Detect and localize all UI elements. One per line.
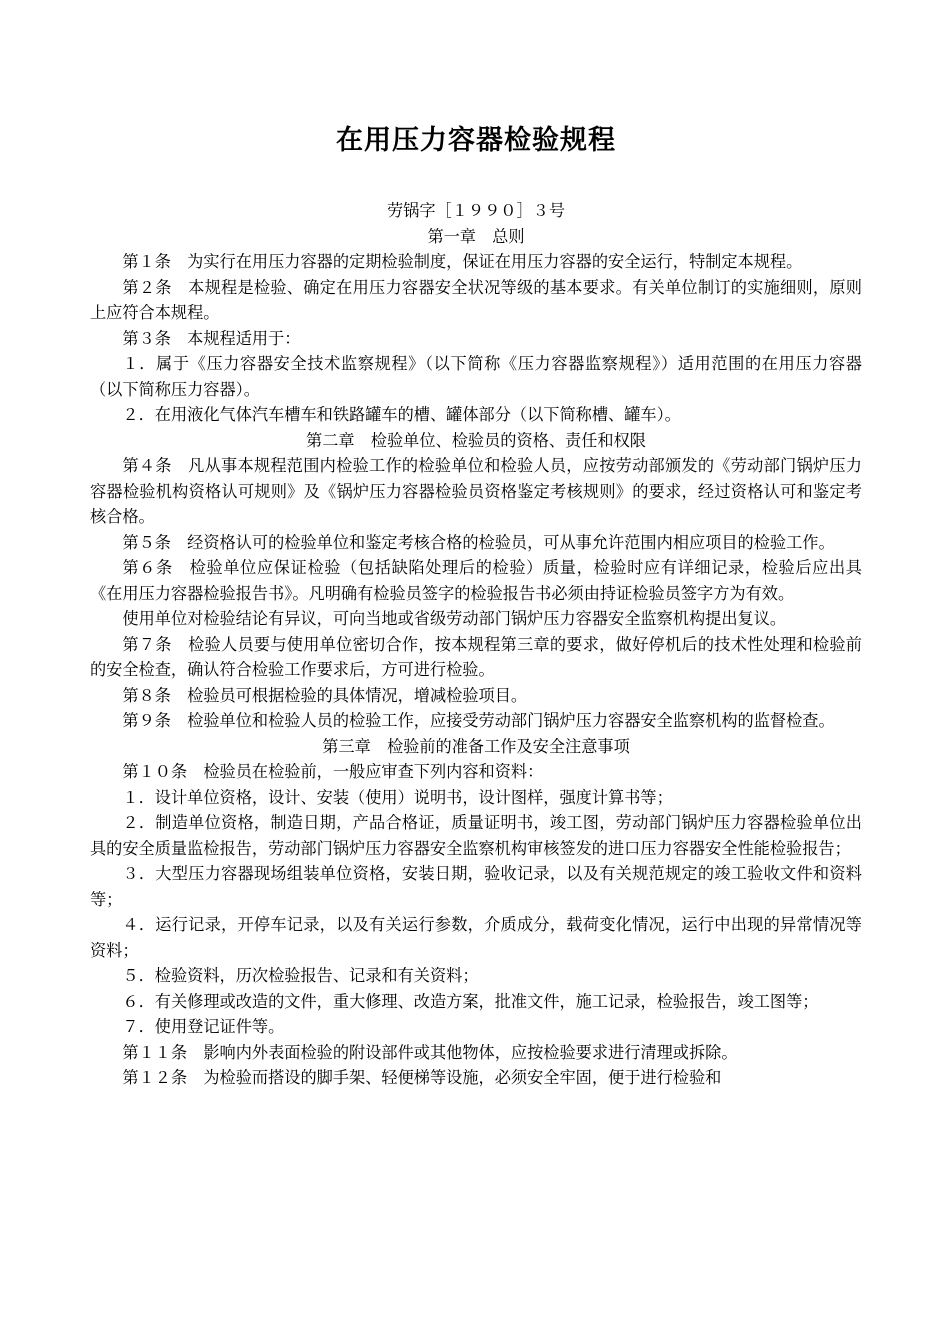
article-paragraph: 第７条 检验人员要与使用单位密切合作，按本规程第三章的要求，做好停机后的技术性处理和检验前的安全检查，确认符合检验工作要求后，方可进行检验。 <box>90 634 862 679</box>
article-paragraph: 使用单位对检验结论有异议，可向当地或省级劳动部门锅炉压力容器安全监察机构提出复议。 <box>122 609 787 628</box>
document-page <box>90 118 862 1091</box>
article-paragraph: 第１２条 为检验而搭设的脚手架、轻便梯等设施，必须安全牢固，便于进行检验和 <box>122 1068 722 1087</box>
list-item: ４．运行记录，开停车记录，以及有关运行参数，介质成分，载荷变化情况，运行中出现的异常情况等资料； <box>90 915 862 960</box>
article-paragraph: 第１１条 影响内外表面检验的附设部件或其他物体，应按检验要求进行清理或拆除。 <box>122 1042 738 1062</box>
list-item: １．属于《压力容器安全技术监察规程》（以下简称《压力容器监察规程》）适用范围的在用压力容器（以下简称压力容器）。 <box>90 354 862 399</box>
article-paragraph: 第１０条 检验员在检验前，一般应审查下列内容和资料： <box>122 762 544 781</box>
list-item: １．设计单位资格，设计、安装（使用）说明书，设计图样，强度计算书等； <box>122 787 673 807</box>
article-paragraph: 第８条 检验员可根据检验的具体情况，增减检验项目。 <box>122 685 528 705</box>
article-paragraph: 第２条 本规程是检验、确定在用压力容器安全状况等级的基本要求。有关单位制订的实施细则，原则上应符合本规程。 <box>90 277 862 322</box>
document-number: 劳锅字［１９９０］３号 <box>386 201 566 220</box>
article-paragraph: 第１条 为实行在用压力容器的定期检验制度，保证在用压力容器的安全运行，特制定本规程。 <box>122 252 803 271</box>
list-item: ５．检验资料，历次检验报告、记录和有关资料； <box>122 966 479 985</box>
chapter-heading: 第二章 检验单位、检验员的资格、责任和权限 <box>306 430 646 450</box>
chapter-heading: 第一章 总则 <box>427 226 525 246</box>
article-paragraph: 第３条 本规程适用于： <box>122 328 301 348</box>
list-item: ２．在用液化气体汽车槽车和铁路罐车的槽、罐体部分（以下简称槽、罐车）。 <box>122 405 681 424</box>
article-paragraph: 第５条 经资格认可的检验单位和鉴定考核合格的检验员，可从事允许范围内相应项目的检验工作。 <box>122 532 835 552</box>
document-title: 在用压力容器检验规程 <box>336 125 616 156</box>
article-paragraph: 第９条 检验单位和检验人员的检验工作，应接受劳动部门锅炉压力容器安全监察机构的监督检查。 <box>122 711 835 730</box>
list-item: ６．有关修理或改造的文件，重大修理、改造方案，批准文件，施工记录，检验报告，竣工图等； <box>122 991 819 1011</box>
list-item: ２．制造单位资格，制造日期，产品合格证，质量证明书，竣工图，劳动部门锅炉压力容器检验单位出具的安全质量监检报告，劳动部门锅炉压力容器安全监察机构审核签发的进口压力容器安全性能检验报告； <box>90 813 862 858</box>
list-item: ３．大型压力容器现场组装单位资格，安装日期，验收记录，以及有关规范规定的竣工验收文件和资料等； <box>90 864 862 909</box>
article-paragraph: 第６条 检验单位应保证检验（包括缺陷处理后的检验）质量，检验时应有详细记录，检验后应出具《在用压力容器检验报告书》。凡明确有检验员签字的检验报告书必须由持证检验员签字方为有效。 <box>90 558 862 603</box>
article-paragraph: 第４条 凡从事本规程范围内检验工作的检验单位和检验人员，应按劳动部颁发的《劳动部门锅炉压力容器检验机构资格认可规则》及《锅炉压力容器检验员资格鉴定考核规则》的要求，经过资格认可和鉴定考核合格。 <box>90 456 862 526</box>
list-item: ７．使用登记证件等。 <box>122 1017 285 1036</box>
chapter-heading: 第三章 检验前的准备工作及安全注意事项 <box>322 736 630 756</box>
